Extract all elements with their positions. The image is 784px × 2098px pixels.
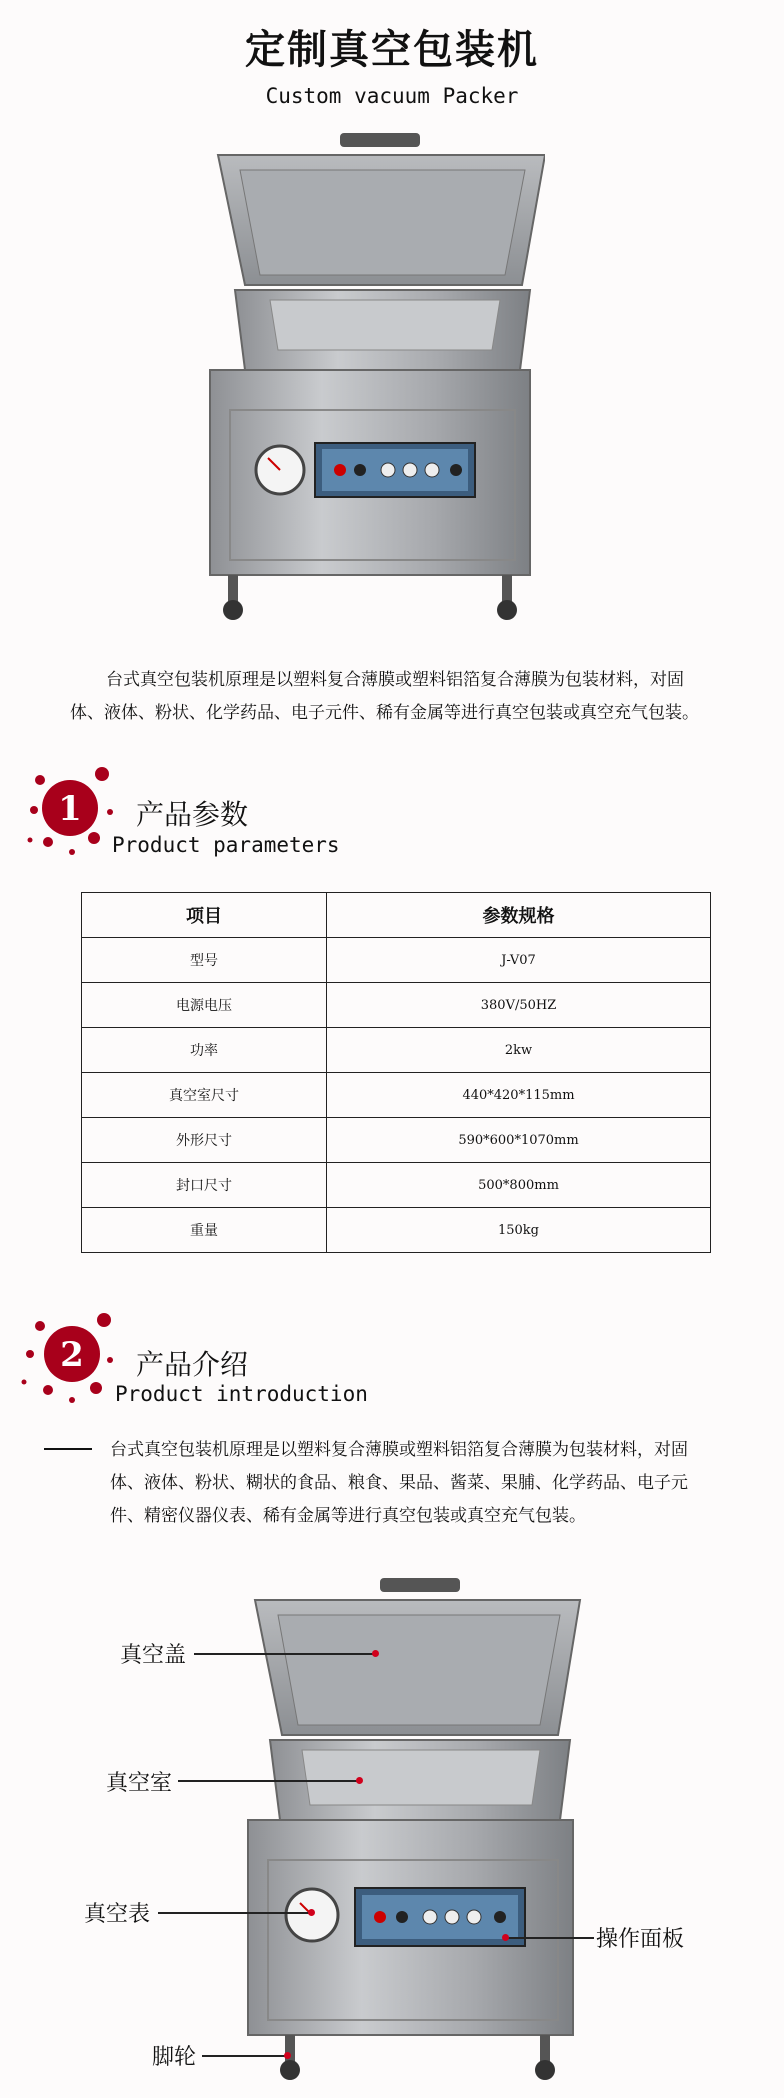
parameters-table: [81, 892, 711, 1253]
cell-spec: J-V07: [327, 938, 711, 983]
callout-line-gauge: [158, 1912, 310, 1914]
header-spec: 参数规格: [327, 893, 711, 938]
table-row: [82, 1073, 711, 1118]
table-header-row: [82, 893, 711, 938]
cell-item: 电源电压: [82, 983, 327, 1028]
section-1-title-cn: 产品参数: [136, 798, 249, 831]
cell-item: 真空室尺寸: [82, 1073, 327, 1118]
intro-line-2: 体、液体、粉状、化学药品、电子元件、稀有金属等进行真空包装或真空充气包装。: [70, 703, 699, 723]
table-row: [82, 1163, 711, 1208]
cell-spec: 150kg: [327, 1208, 711, 1253]
section-number-badge-1: [20, 760, 120, 860]
cell-spec: 440*420*115mm: [327, 1073, 711, 1118]
cell-spec: 380V/50HZ: [327, 983, 711, 1028]
cell-spec: 2kw: [327, 1028, 711, 1073]
cell-item: 重量: [82, 1208, 327, 1253]
callout-vacuum-chamber: 真空室: [106, 1771, 173, 1796]
callout-dot-lid: [372, 1650, 379, 1657]
cell-item: 功率: [82, 1028, 327, 1073]
section-2-title-en: Product introduction: [115, 1382, 368, 1406]
callout-dot-panel: [502, 1934, 509, 1941]
callout-line-panel: [506, 1937, 594, 1939]
table-row: [82, 1118, 711, 1163]
desc-line-1: 台式真空包装机原理是以塑料复合薄膜或塑料铝箔复合薄膜为包装材料，对固: [110, 1440, 688, 1460]
desc-line-2: 体、液体、粉状、糊状的食品、粮食、果品、酱菜、果脯、化学药品、电子元: [110, 1473, 688, 1493]
header-item: 项目: [82, 893, 327, 938]
callout-control-panel: 操作面板: [596, 1927, 685, 1952]
section-1-title-en: Product parameters: [112, 833, 340, 857]
callout-vacuum-lid: 真空盖: [120, 1643, 187, 1668]
table-row: [82, 1028, 711, 1073]
callout-vacuum-gauge: 真空表: [84, 1902, 151, 1927]
description-dash: [44, 1448, 92, 1450]
section-2-title-cn: 产品介绍: [136, 1348, 249, 1381]
cell-spec: 590*600*1070mm: [327, 1118, 711, 1163]
callout-line-lid: [194, 1653, 374, 1655]
table-row: [82, 938, 711, 983]
table-row: [82, 983, 711, 1028]
cell-item: 封口尺寸: [82, 1163, 327, 1208]
callout-dot-gauge: [308, 1909, 315, 1916]
page-subtitle: Custom vacuum Packer: [265, 84, 519, 108]
vacuum-packer-labeled-photo: [240, 1570, 585, 2090]
table-row: [82, 1208, 711, 1253]
intro-line-1: 台式真空包装机原理是以塑料复合薄膜或塑料铝箔复合薄膜为包装材料，对固: [106, 670, 684, 690]
section-number-badge-2: [16, 1308, 116, 1408]
cell-spec: 500*800mm: [327, 1163, 711, 1208]
callout-dot-chamber: [356, 1777, 363, 1784]
callout-line-chamber: [178, 1780, 358, 1782]
callout-dot-wheel: [284, 2052, 291, 2059]
callout-caster-wheel: 脚轮: [152, 2045, 197, 2070]
callout-line-wheel: [202, 2055, 286, 2057]
section-number-1: 1: [58, 789, 82, 829]
vacuum-packer-photo: [200, 125, 545, 635]
page-title: 定制真空包装机: [245, 27, 539, 73]
cell-item: 外形尺寸: [82, 1118, 327, 1163]
section-number-2: 2: [60, 1335, 84, 1375]
cell-item: 型号: [82, 938, 327, 983]
desc-line-3: 件、精密仪器仪表、稀有金属等进行真空包装或真空充气包装。: [110, 1506, 586, 1526]
